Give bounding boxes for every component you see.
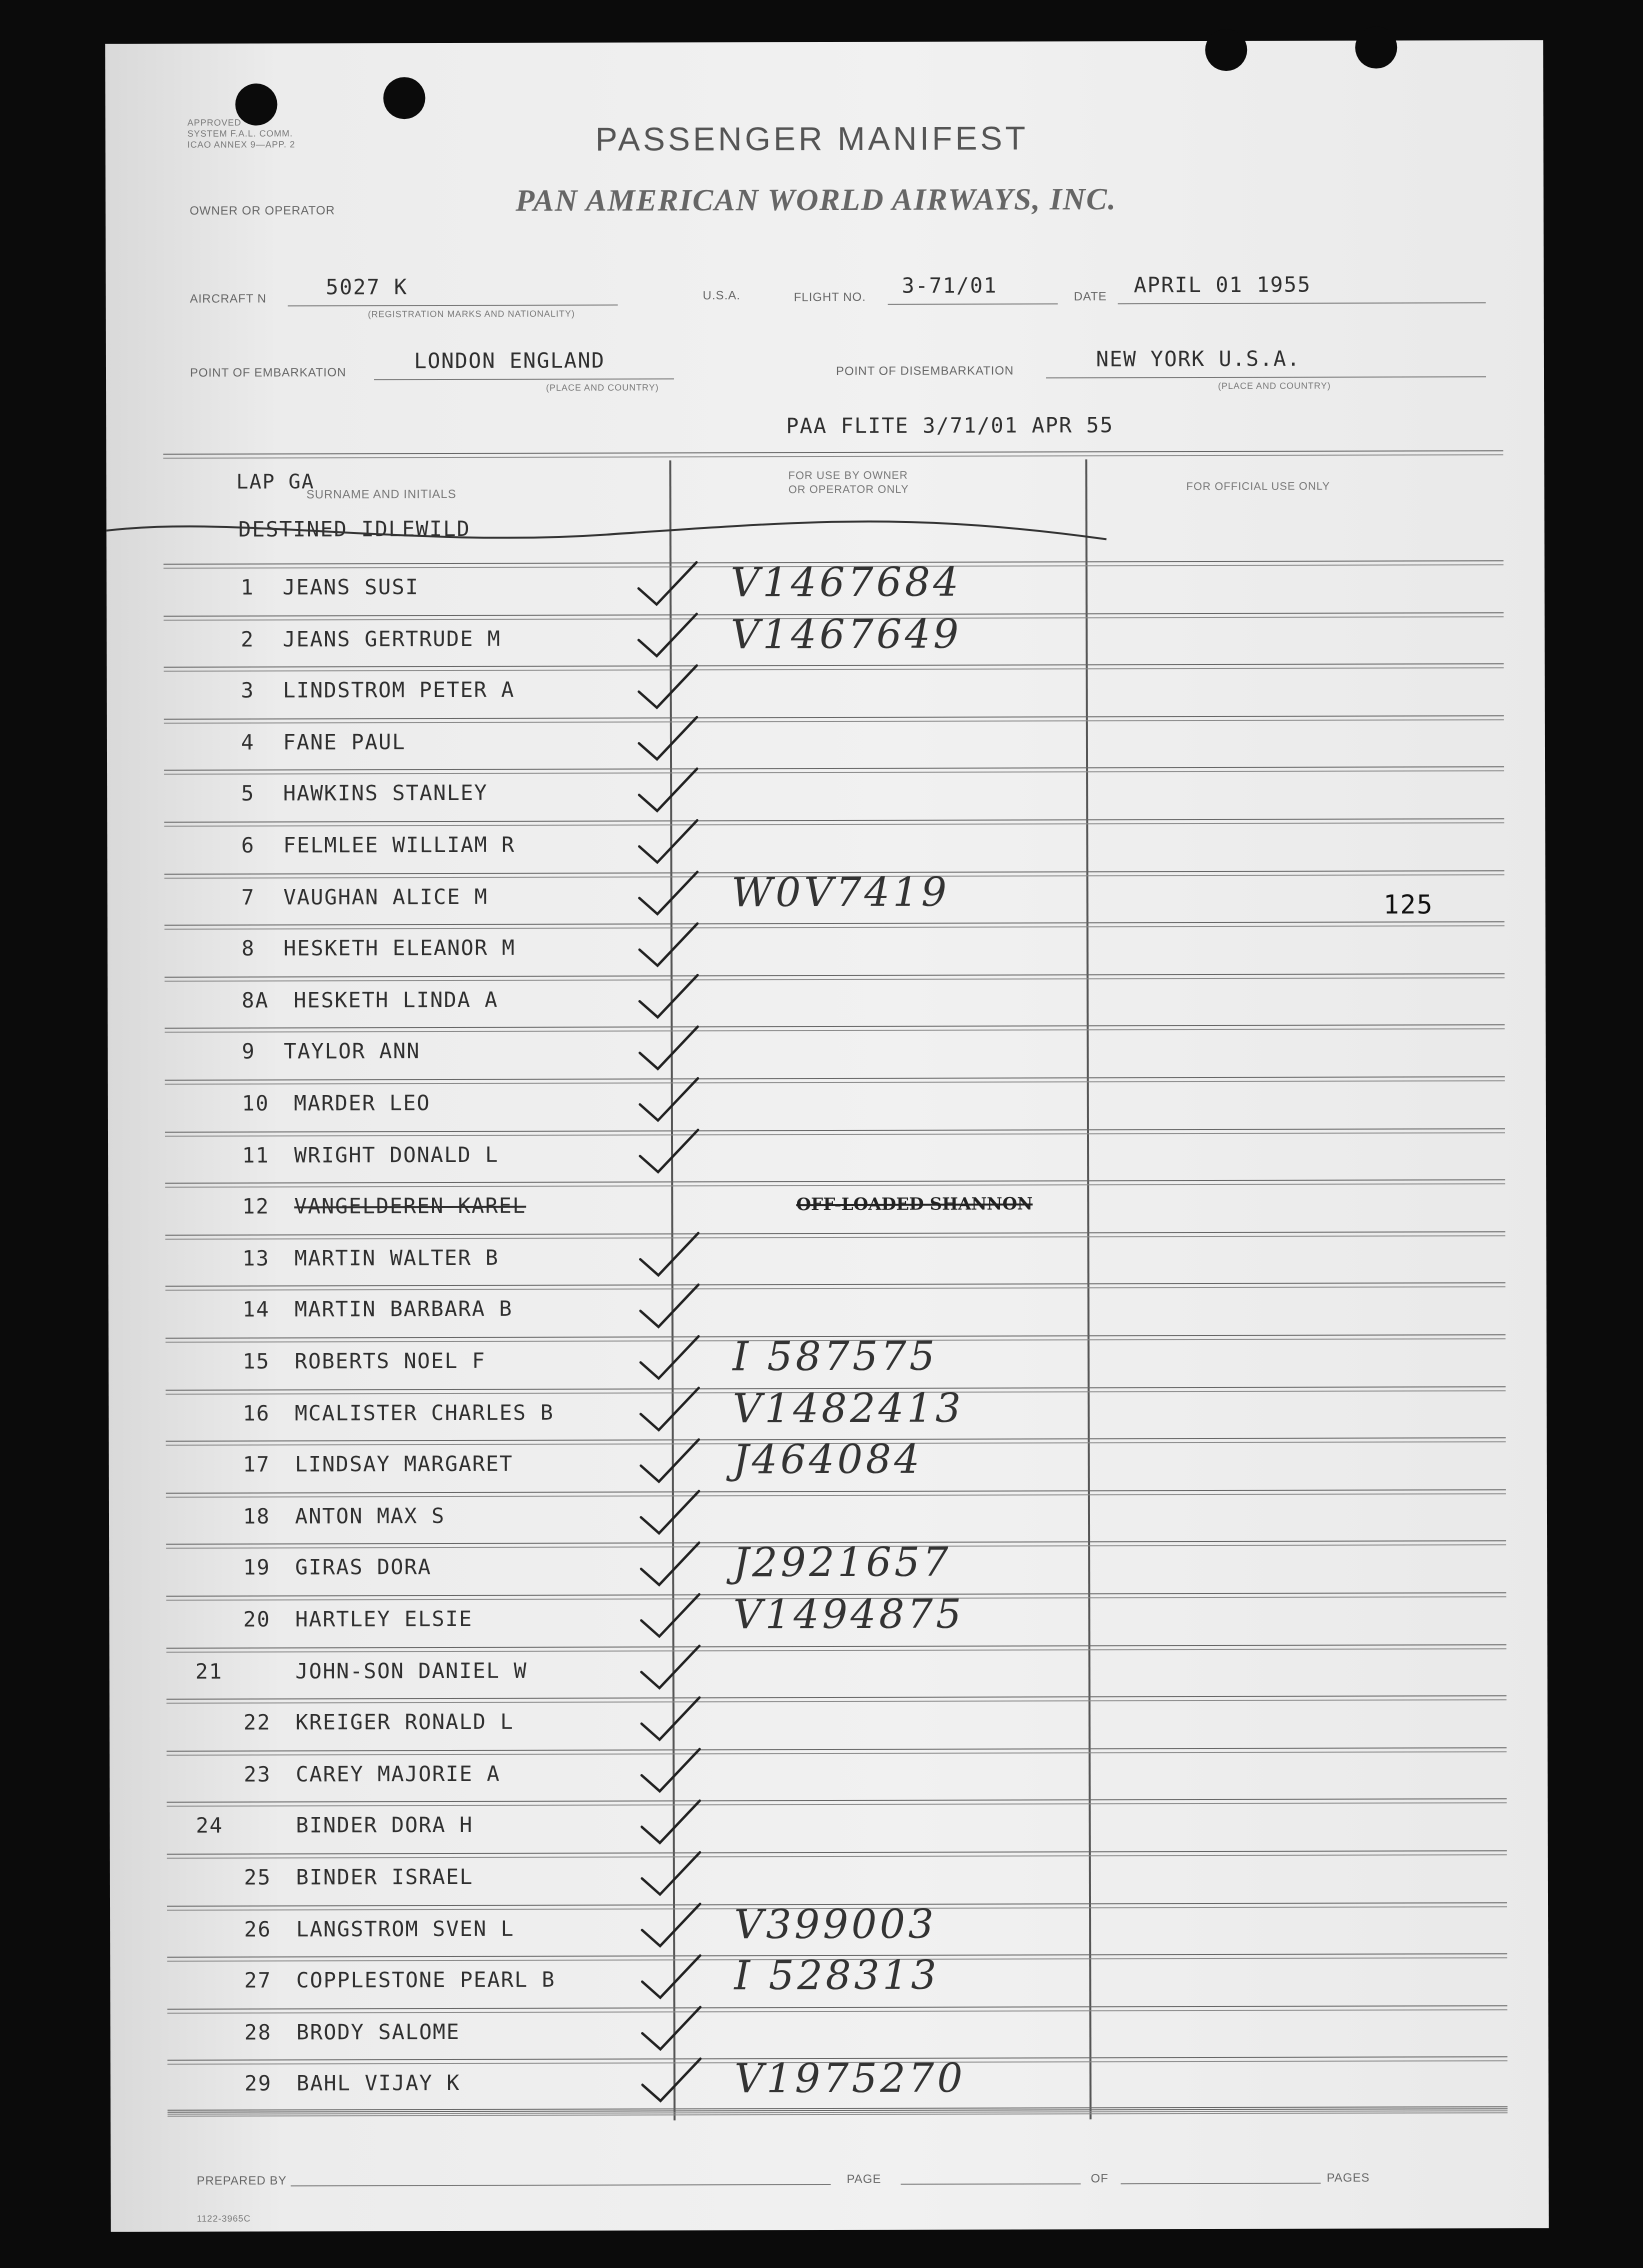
passenger-name: JOHN-SON DANIEL W: [295, 1658, 528, 1683]
row-rule: [166, 1489, 1506, 1498]
passenger-number: 21: [195, 1659, 223, 1684]
passport-number: I 528313: [734, 1952, 940, 2000]
embark-value: LONDON ENGLAND: [413, 348, 606, 374]
passenger-number: 27: [244, 1968, 272, 1993]
row-rule: [164, 663, 1504, 672]
check-mark: [639, 666, 697, 708]
check-mark: [642, 2059, 700, 2101]
column-divider: [1085, 459, 1091, 2119]
passport-number: J464084: [732, 1436, 923, 1484]
check-mark: [642, 1956, 700, 1998]
passenger-name: BINDER DORA H: [295, 1813, 474, 1838]
name-column-header: SURNAME AND INITIALS: [306, 486, 457, 502]
official-column-header: FOR OFFICIAL USE ONLY: [1186, 480, 1331, 494]
row-rule: [164, 921, 1504, 930]
prepared-label: PREPARED BY: [196, 2173, 287, 2188]
passport-number: I 587575: [732, 1333, 938, 1381]
passenger-name: COPPLESTONE PEARL B: [296, 1967, 556, 1993]
row-rule: [165, 1128, 1505, 1137]
check-mark: [638, 562, 696, 604]
row-rule: [164, 818, 1504, 827]
check-mark: [641, 1543, 699, 1585]
row-rule: [165, 1076, 1505, 1085]
punch-hole: [1205, 29, 1247, 71]
of-label: OF: [1090, 2171, 1109, 2186]
check-mark: [639, 769, 697, 811]
passenger-number: 22: [243, 1710, 271, 1735]
passenger-name: VAUGHAN ALICE M: [283, 884, 489, 910]
embark-caption: (PLACE AND COUNTRY): [546, 382, 659, 393]
row-rule: [166, 1644, 1506, 1653]
approval-line: SYSTEM F.A.L. COMM.: [187, 128, 293, 139]
disembark-label: POINT OF DISEMBARKATION: [835, 363, 1014, 378]
passenger-name: MARTIN BARBARA B: [294, 1297, 513, 1322]
passenger-name: MARDER LEO: [293, 1091, 431, 1116]
passenger-number: 28: [244, 2020, 272, 2045]
passenger-number: 14: [242, 1297, 270, 1322]
row-rule: [167, 2005, 1507, 2014]
passenger-name: HESKETH ELEANOR M: [283, 936, 516, 961]
row-rule: [167, 1799, 1507, 1808]
check-mark: [640, 1078, 698, 1120]
row-rule: [167, 1850, 1507, 1859]
passenger-name: FANE PAUL: [282, 729, 406, 755]
passenger-name: TAYLOR ANN: [283, 1039, 421, 1064]
check-mark: [642, 2007, 700, 2049]
passport-number: J2921657: [733, 1540, 952, 1587]
passenger-name: JEANS GERTRUDE M: [282, 626, 502, 652]
passenger-number: 26: [244, 1917, 272, 1942]
passenger-name: VANGELDEREN KAREL: [294, 1193, 527, 1219]
passenger-name: BAHL VIJAY K: [296, 2071, 461, 2096]
aircraft-value: 5027 K: [325, 275, 408, 300]
flight-value: 3-71/01: [901, 273, 998, 298]
date-value: APRIL 01 1955: [1133, 272, 1312, 298]
check-mark: [640, 1285, 698, 1327]
check-mark: [639, 924, 697, 966]
date-label: DATE: [1073, 289, 1107, 304]
passenger-number: 25: [243, 1865, 272, 1890]
passenger-name: CAREY MAJORIE A: [295, 1761, 501, 1787]
passenger-number: 13: [242, 1246, 270, 1271]
passport-number: V1975270: [734, 2056, 966, 2103]
passenger-name: MCALISTER CHARLES B: [294, 1400, 554, 1425]
pages-label: PAGES: [1326, 2170, 1370, 2185]
form-code: 1122-3965C: [196, 2213, 251, 2224]
row-rule: [164, 767, 1504, 776]
passport-number: V1467684: [730, 559, 962, 607]
owner-column-header: FOR USE BY OWNER: [788, 469, 908, 483]
passenger-number: 3: [240, 678, 255, 703]
operator-name: PAN AMERICAN WORLD AIRWAYS, INC.: [515, 181, 1117, 218]
row-rule: [165, 973, 1505, 982]
manifest-title: PASSENGER MANIFEST: [595, 119, 1029, 158]
check-mark: [640, 975, 698, 1017]
check-mark: [641, 1646, 699, 1688]
registration-caption: (REGISTRATION MARKS AND NATIONALITY): [367, 308, 576, 320]
destined-line: DESTINED IDLEWILD: [238, 516, 471, 542]
passport-number: V1467649: [730, 611, 962, 658]
check-mark: [640, 1130, 698, 1172]
check-mark: [639, 717, 697, 759]
aircraft-label: AIRCRAFT N: [189, 291, 267, 306]
offload-note: OFF-LOADED SHANNON: [796, 1194, 1033, 1216]
passenger-number: 23: [243, 1762, 271, 1787]
passenger-name: LANGSTROM SVEN L: [296, 1916, 515, 1941]
passenger-name: FELMLEE WILLIAM R: [283, 832, 516, 858]
passenger-number: 18: [242, 1504, 271, 1529]
passenger-name: MARTIN WALTER B: [294, 1245, 500, 1271]
check-mark: [640, 1233, 698, 1275]
page-label: PAGE: [846, 2171, 882, 2186]
passenger-number: 16: [242, 1401, 271, 1426]
passenger-number: 10: [241, 1091, 270, 1116]
flight-label: FLIGHT NO.: [793, 289, 866, 305]
check-mark: [639, 820, 697, 862]
nationality: U.S.A.: [702, 288, 741, 303]
passenger-number: 1: [240, 575, 255, 600]
check-mark: [641, 1594, 699, 1636]
row-rule: [164, 715, 1504, 724]
passport-number: V1482413: [732, 1385, 964, 1432]
passenger-number: 4: [240, 730, 255, 755]
passenger-number: 20: [243, 1607, 271, 1632]
check-mark: [639, 872, 697, 914]
passenger-name: GIRAS DORA: [295, 1555, 432, 1580]
check-mark: [642, 1904, 700, 1946]
passenger-name: KREIGER RONALD L: [295, 1710, 514, 1735]
punch-hole: [383, 77, 425, 119]
row-rule: [165, 1231, 1505, 1240]
passenger-name: LINDSTROM PETER A: [282, 678, 515, 703]
passenger-number: 2: [240, 627, 255, 652]
owner-column-header: OR OPERATOR ONLY: [788, 483, 909, 497]
approval-line: ICAO ANNEX 9—APP. 2: [187, 139, 296, 150]
check-mark: [639, 614, 697, 656]
column-divider: [669, 460, 675, 2120]
row-rule: [165, 1025, 1505, 1034]
lap-ga: LAP GA: [236, 469, 315, 494]
passenger-name: LINDSAY MARGARET: [294, 1452, 514, 1477]
passport-number: V1494875: [733, 1591, 965, 1639]
row-rule: [166, 1695, 1506, 1704]
passenger-number: 24: [195, 1813, 224, 1839]
check-mark: [641, 1388, 699, 1430]
manifest-sheet: [105, 40, 1549, 2232]
check-mark: [642, 1749, 700, 1791]
check-mark: [642, 1852, 700, 1894]
punch-hole: [1355, 27, 1397, 69]
passenger-name: BRODY SALOME: [296, 2019, 461, 2045]
disembark-value: NEW YORK U.S.A.: [1095, 346, 1301, 372]
check-mark: [641, 1698, 699, 1740]
passenger-number: 29: [244, 2071, 272, 2096]
passenger-number: 17: [242, 1452, 271, 1477]
row-rule: [165, 1283, 1505, 1292]
check-mark: [641, 1440, 699, 1482]
passenger-number: 5: [241, 781, 255, 806]
passenger-name: BINDER ISRAEL: [295, 1864, 474, 1890]
flite-line: PAA FLITE 3/71/01 APR 55: [786, 413, 1114, 439]
passenger-name: WRIGHT DONALD L: [294, 1142, 499, 1167]
check-mark: [641, 1336, 699, 1378]
check-mark: [642, 1801, 700, 1843]
row-rule: [167, 1747, 1507, 1756]
disembark-caption: (PLACE AND COUNTRY): [1218, 380, 1331, 391]
check-mark: [641, 1491, 699, 1533]
passenger-number: 9: [241, 1039, 256, 1064]
approval-line: APPROVED: [187, 117, 242, 128]
passenger-number: 8: [241, 936, 256, 961]
passenger-number: 8A: [241, 988, 269, 1013]
punch-hole: [235, 83, 277, 125]
passenger-name: ANTON MAX S: [294, 1503, 446, 1529]
margin-number: 125: [1383, 890, 1434, 921]
passenger-name: HAWKINS STANLEY: [283, 781, 488, 806]
passenger-name: HARTLEY ELSIE: [295, 1606, 473, 1632]
passenger-number: 12: [242, 1194, 270, 1219]
passport-number: V399003: [734, 1901, 937, 1948]
passenger-name: HESKETH LINDA A: [293, 987, 499, 1013]
passenger-number: 19: [243, 1555, 271, 1580]
embark-label: POINT OF EMBARKATION: [189, 365, 347, 380]
passenger-number: 7: [241, 885, 256, 910]
passenger-name: ROBERTS NOEL F: [294, 1348, 486, 1374]
row-rule: [165, 1179, 1505, 1188]
passport-number: W0V7419: [731, 869, 950, 916]
passenger-name: JEANS SUSI: [282, 575, 420, 600]
passenger-number: 15: [242, 1349, 270, 1374]
owner-label: OWNER OR OPERATOR: [189, 203, 335, 218]
passenger-number: 6: [241, 833, 255, 858]
check-mark: [640, 1027, 698, 1069]
passenger-number: 11: [242, 1143, 270, 1168]
